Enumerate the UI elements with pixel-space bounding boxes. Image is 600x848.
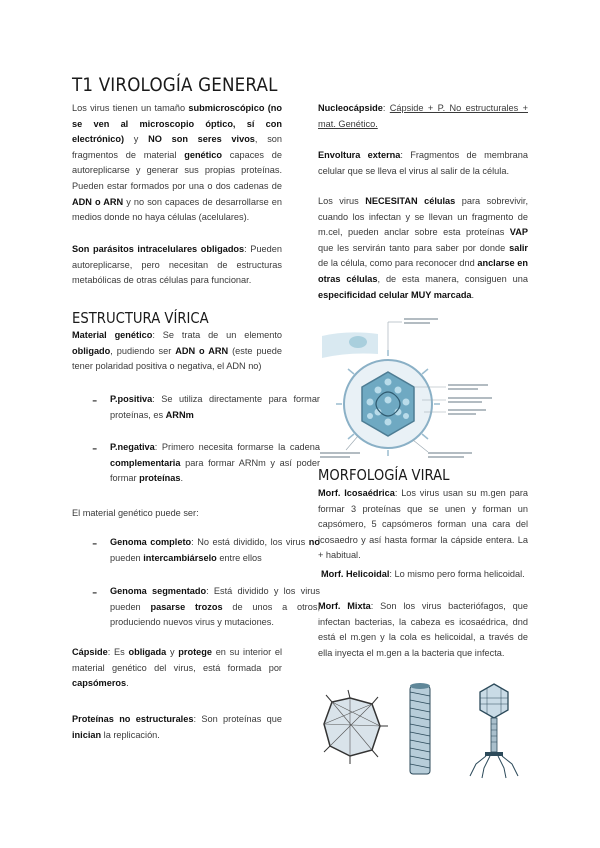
list-item-ppositiva: - P.positiva: Se utiliza directamente para formar proteínas, es ARNm	[92, 392, 320, 420]
puede-ser-paragraph: El material genético puede ser:	[72, 508, 199, 518]
list-item-pnegativa: - P.negativa: Primero necesita formarse la cadena complementaria para formar ARNm y así poder formar proteínas.	[92, 440, 320, 484]
icosahedral-virus-icon	[324, 690, 388, 764]
mixta-paragraph: Morf. Mixta: Son los virus bacteriófagos, que infectan bacterias, la cabeza es icosaédrica, dnd está el m.gen y la cola es helicoidal, a través de ella inyecta el m.gen a la bacteria que infecta.	[318, 601, 528, 658]
material-genetico-paragraph: Material genético: Se trata de un elemento obligado, pudiendo ser ADN o ARN (este puede tener polaridad positiva o negativa, el ADN no)	[72, 330, 283, 372]
bacteriophage-icon	[470, 684, 518, 778]
icosaedrica-paragraph: Morf. Icosaédrica: Los virus usan su m.gen para formar 3 proteínas que se unen y forman un capsómero, 5 capsómeros forman una cara del icosaedro y así hasta formar la cápside entera. La + habitual.	[318, 488, 528, 561]
capside-paragraph: Cápside: Es obligada y protege en su interior el material genético del virus, está formada por capsómeros.	[72, 647, 282, 689]
morphology-illustrations	[322, 680, 528, 780]
estructura-heading: ESTRUCTURA VÍRICA	[72, 309, 209, 327]
helicoidal-paragraph: Morf. Helicoidal: Lo mismo pero forma helicoidal.	[321, 569, 525, 579]
nucleocapside-paragraph: Nucleocápside: Cápside + P. No estructurales + mat. Genético.	[318, 103, 528, 129]
intro-paragraph: Los virus tienen un tamaño submicroscópico (no se ven al microscopio óptico, sí con electrónico) y NO son seres vivos, son fragmentos de material genético capaces de autoreplicarse y generar sus propias proteínas. Pueden estar formados por una o dos cadenas de ADN o ARN y no son capaces de desarrollarse en medios donde no haya células (acelulares).	[72, 103, 283, 223]
envoltura-paragraph: Envoltura externa: Fragmentos de membrana celular que se lleva el virus al salir de la célula.	[318, 150, 529, 176]
parasitos-paragraph: Son parásitos intracelulares obligados: Pueden autoreplicarse, pero necesitan de estructuras metabólicas de otras células para funcionar.	[72, 244, 282, 286]
proteinas-paragraph: Proteínas no estructurales: Son proteínas que inician la replicación.	[72, 714, 282, 740]
page-title: T1 VIROLOGÍA GENERAL	[72, 74, 278, 96]
helical-virus-icon	[410, 683, 430, 774]
necesitan-paragraph: Los virus NECESITAN células para sobrevivir, cuando los infectan y se llevan un fragmento de m.cel, pueden anclar sobre esta proteínas VAP que les servirán tanto para saber por donde salir de la célula, como para reconocer dnd anclarse en otras células, de esta manera, consiguen una especificidad celular MUY marcada.	[318, 196, 528, 300]
virus-structure-illustration	[318, 312, 528, 460]
list-item-genoma-completo: - Genoma completo: No está dividido, los virus no pueden intercambiárselo entre ellos	[92, 535, 320, 563]
morfologia-heading: MORFOLOGÍA VIRAL	[318, 466, 450, 484]
list-item-genoma-segmentado: - Genoma segmentado: Está dividido y los virus pueden pasarse trozos de unos a otros, produciendo nuevos virus y mutaciones.	[92, 584, 320, 628]
